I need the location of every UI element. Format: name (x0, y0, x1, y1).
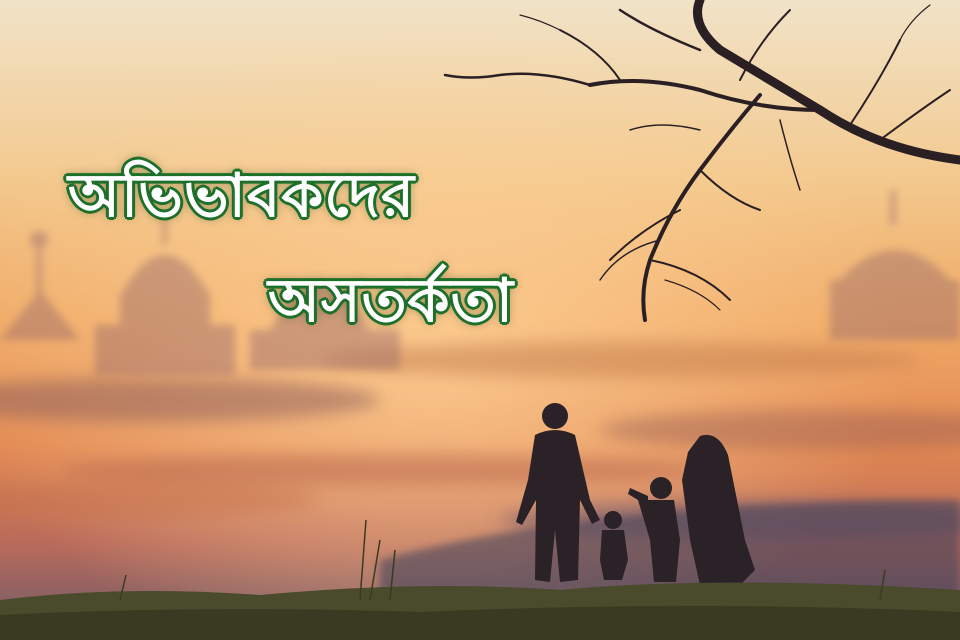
grass-foreground (0, 606, 960, 640)
title-line-2: অসতর্কতা (268, 266, 515, 336)
title-line-1: অভিভাবকদের (68, 161, 415, 231)
